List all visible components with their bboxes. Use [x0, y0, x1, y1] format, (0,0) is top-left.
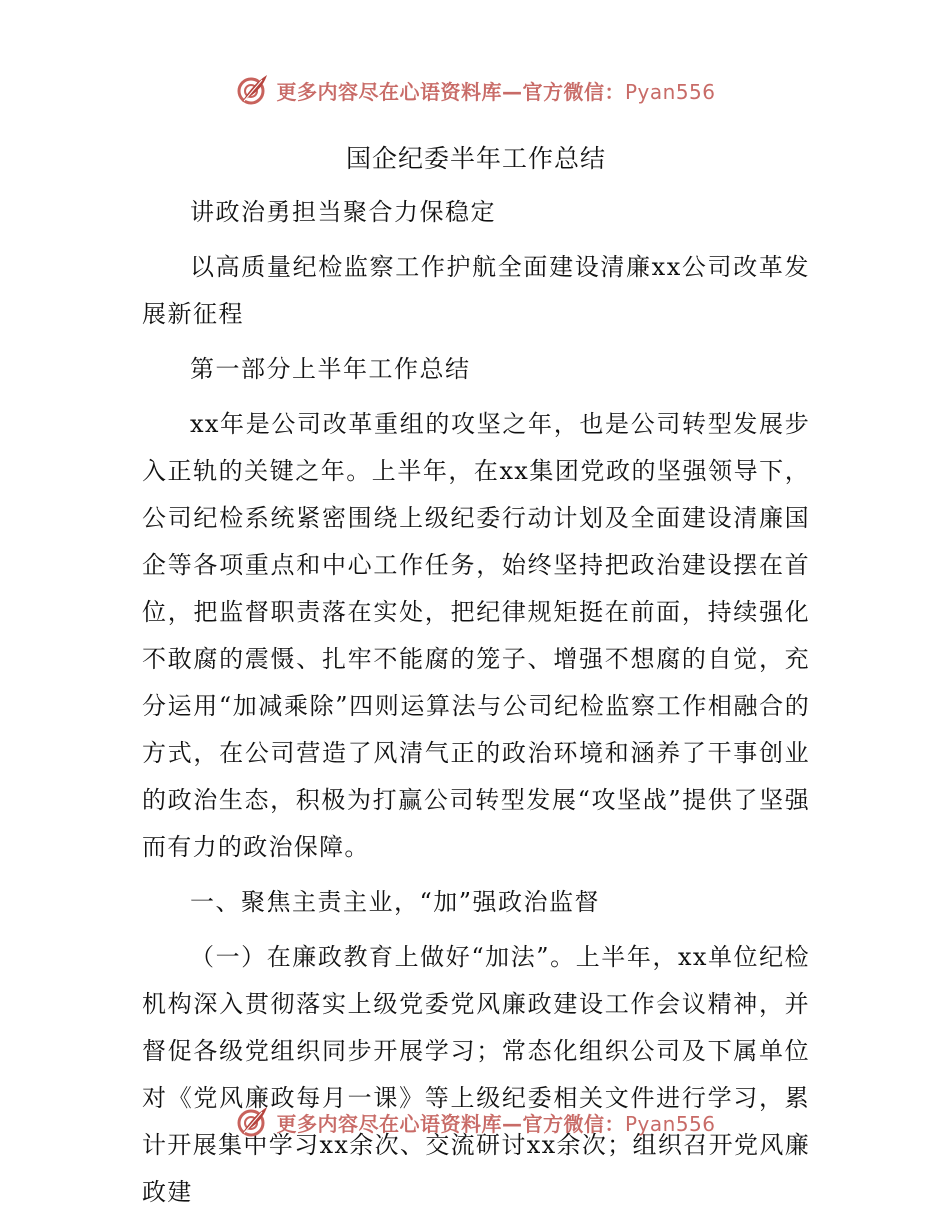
feather-pen-logo-icon [234, 1104, 270, 1140]
banner-main-text: 更多内容尽在心语资料库 [276, 79, 502, 104]
document-title: 国企纪委半年工作总结 [345, 144, 606, 173]
banner-main-text: 更多内容尽在心语资料库 [276, 1111, 502, 1136]
banner-wechat-label: 官方微信： [522, 79, 625, 104]
document-headline: 以高质量纪检监察工作护航全面建设清廉xx公司改革发展新征程 [142, 253, 810, 328]
document-subtitle: 讲政治勇担当聚合力保稳定 [190, 198, 496, 226]
feather-pen-logo-icon [234, 72, 270, 108]
banner-text [276, 76, 715, 105]
header-banner [0, 68, 950, 112]
footer-banner [0, 1100, 950, 1144]
section-paragraph: （一）在廉政教育上做好“加法”。上半年，xx单位纪检机构深入贯彻落实上级党委党风廉政建设工作会议精神，并督促各级党组织同步开展学习；常态化组织公司及下属单位对《党风廉政每月一课》等上级纪委相关文件进行学习，累计开展集中学习xx余次、交流研讨xx余次；组织召开党风廉政建 [142, 943, 810, 1206]
banner-wechat-id: Pyan556 [624, 79, 716, 104]
banner-wechat-label: 官方微信： [522, 1111, 625, 1136]
banner-separator: — [501, 1111, 523, 1136]
intro-paragraph: xx年是公司改革重组的攻坚之年，也是公司转型发展步入正轨的关键之年。上半年，在xx集团党政的坚强领导下，公司纪检系统紧密围绕上级纪委行动计划及全面建设清廉国企等各项重点和中心工作任务，始终坚持把政治建设摆在首位，把监督职责落在实处，把纪律规矩挺在前面，持续强化不敢腐的震慑、扎牢不能腐的笼子、增强不想腐的自觉，充分运用“加减乘除”四则运算法与公司纪检监察工作相融合的方式，在公司营造了风清气正的政治环境和涵养了干事创业的政治生态，积极为打赢公司转型发展“攻坚战”提供了坚强而有力的政治保障。 [142, 410, 810, 861]
banner-text [276, 1108, 715, 1137]
document-body [142, 133, 810, 1224]
banner-wechat-id: Pyan556 [624, 1111, 716, 1136]
part-heading: 第一部分上半年工作总结 [190, 355, 471, 383]
section-heading: 一、聚焦主责主业，“加”强政治监督 [190, 888, 601, 916]
banner-separator: — [501, 79, 523, 104]
